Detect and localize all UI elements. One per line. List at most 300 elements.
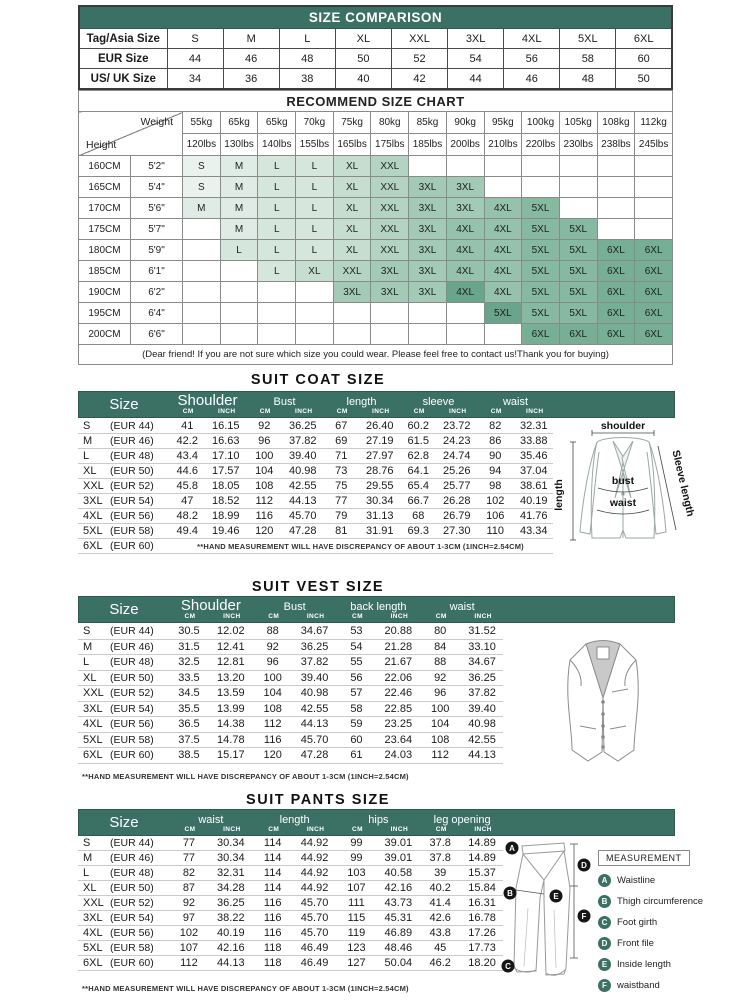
size-value: 5XL: [560, 29, 616, 49]
measure-value: 26.40: [365, 420, 394, 432]
size-row: [78, 911, 503, 926]
measurement-legend-item: [598, 916, 718, 929]
size-value: 4XL: [504, 29, 560, 49]
column-group: [420, 597, 504, 622]
height-ft: 5'7": [131, 219, 183, 240]
size-value: 34: [167, 69, 223, 90]
unit-label: CM: [184, 826, 196, 833]
size-letter: 5XL: [83, 525, 103, 537]
measure-value: 58: [350, 702, 363, 715]
size-row: [78, 624, 503, 640]
measure-value: 43.34: [519, 525, 548, 537]
size-eur: (EUR 54): [110, 912, 154, 924]
measure-value: 45.70: [300, 897, 329, 909]
weight-lbs: 220lbs: [522, 134, 560, 156]
unit-label: CM: [182, 408, 194, 415]
measure-value: 44.92: [300, 867, 329, 879]
measure-value: 14.38: [217, 718, 245, 731]
measure-value: 127: [347, 957, 366, 969]
measure-value: 37.04: [519, 465, 548, 477]
size-eur: (EUR 48): [110, 450, 154, 462]
unit-subheader: [420, 826, 504, 835]
matrix-cell: [559, 156, 597, 177]
size-cell: [78, 656, 168, 668]
weight-lbs: 130lbs: [220, 134, 258, 156]
unit-label: INCH: [474, 826, 492, 833]
weight-lbs: 185lbs: [409, 134, 447, 156]
size-cell: [78, 957, 168, 969]
measure-value: 41.4: [429, 897, 451, 909]
measure-value: 120: [263, 749, 282, 762]
measure-value: 35.46: [519, 450, 548, 462]
size-value: 48: [560, 69, 616, 90]
measure-value: 36.25: [300, 640, 329, 653]
size-cell: [78, 912, 168, 924]
legend-label: Foot girth: [617, 917, 658, 928]
measure-value: 44.13: [217, 957, 245, 969]
coat-bust-label: bust: [611, 475, 635, 487]
measure-value: 37.82: [468, 687, 496, 700]
measure-value: 39.40: [288, 450, 317, 462]
unit-label: INCH: [390, 826, 409, 833]
measure-value: 88: [266, 625, 279, 638]
measure-value: 42.55: [288, 480, 317, 492]
measure-value: 23.25: [384, 718, 413, 731]
height-cm: 170CM: [79, 198, 131, 219]
weight-height-corner: [79, 112, 183, 156]
measure-value: 26.28: [442, 495, 471, 507]
matrix-cell: 4XL: [446, 240, 484, 261]
measure-value: 96: [258, 435, 271, 447]
matrix-cell: L: [296, 177, 334, 198]
size-eur: (EUR 52): [110, 897, 154, 909]
measure-value: 82: [182, 867, 196, 879]
corner-height-label: Height: [86, 139, 117, 151]
group-label: waist: [449, 601, 475, 613]
matrix-cell: [409, 156, 447, 177]
matrix-cell: 3XL: [409, 198, 447, 219]
measure-value: 43.8: [429, 927, 451, 939]
matrix-cell: L: [296, 156, 334, 177]
measure-value: 45.31: [384, 912, 413, 924]
height-row: [79, 177, 673, 198]
size-row: [78, 717, 503, 733]
measure-value: 48.2: [176, 510, 198, 522]
size-eur: (EUR 54): [110, 495, 154, 507]
measure-value: 118: [263, 957, 282, 969]
size-value: 58: [560, 49, 616, 69]
measure-value: 42.2: [176, 435, 198, 447]
size-value: 38: [279, 69, 335, 90]
measure-value: 114: [263, 867, 282, 879]
size-comparison-grid: [78, 5, 673, 90]
size-eur: (EUR 46): [110, 852, 154, 864]
measure-value: 61.5: [407, 435, 429, 447]
unit-subheader: [477, 408, 554, 417]
measure-value: 12.81: [217, 656, 245, 669]
size-eur: (EUR 52): [110, 480, 154, 492]
height-ft: 5'6": [131, 198, 183, 219]
size-letter: S: [83, 420, 91, 432]
measure-value: 18.52: [211, 495, 240, 507]
pants-size-header: Size: [109, 814, 139, 831]
measure-value: 116: [263, 733, 282, 746]
unit-label: CM: [268, 826, 280, 833]
measure-value: 12.02: [217, 625, 245, 638]
vest-measure-note: **HAND MEASUREMENT WILL HAVE DISCREPANCY OF ABOUT 1-3CM (1INCH=2.54CM): [82, 772, 409, 781]
measure-value: 38.22: [217, 912, 245, 924]
size-eur: (EUR 60): [110, 957, 154, 969]
measure-value: 21.28: [384, 640, 413, 653]
measure-value: 36.25: [468, 671, 496, 684]
weight-kg: 100kg: [522, 112, 560, 134]
size-cell: [78, 852, 168, 864]
matrix-cell: [220, 303, 258, 324]
matrix-cell: 6XL: [559, 324, 597, 345]
size-eur: (EUR 60): [110, 749, 154, 762]
size-value: S: [167, 29, 223, 49]
measure-value: 61: [350, 749, 363, 762]
vest-table-rows: [78, 624, 503, 764]
matrix-cell: [371, 303, 409, 324]
group-label: back length: [350, 601, 407, 613]
measure-value: 115: [347, 912, 366, 924]
size-eur: (EUR 44): [110, 420, 154, 432]
unit-subheader: [400, 408, 477, 417]
pants-table-rows: [78, 836, 503, 971]
size-cell: [78, 703, 168, 715]
size-cell: [78, 495, 168, 507]
matrix-cell: [635, 219, 673, 240]
legend-badge: B: [598, 895, 611, 908]
matrix-cell: [597, 177, 635, 198]
column-group: [169, 810, 253, 835]
unit-label: CM: [259, 408, 271, 415]
measure-value: 36.25: [288, 420, 317, 432]
matrix-cell: 3XL: [409, 219, 447, 240]
measure-value: 119: [347, 927, 366, 939]
group-label: Bust: [273, 396, 296, 408]
size-eur: (EUR 50): [110, 882, 154, 894]
measure-value: 55: [350, 656, 363, 669]
height-ft: 5'4": [131, 177, 183, 198]
matrix-cell: XXL: [371, 198, 409, 219]
measure-value: 33.10: [468, 640, 496, 653]
size-comparison-row: [79, 29, 672, 49]
measure-value: 46.89: [384, 927, 413, 939]
measure-value: 40.98: [300, 687, 329, 700]
measure-value: 114: [263, 852, 282, 864]
measure-value: 99: [350, 837, 363, 849]
measure-value: 28.76: [365, 465, 394, 477]
group-label: length: [279, 814, 310, 826]
matrix-cell: 4XL: [484, 261, 522, 282]
matrix-cell: [635, 198, 673, 219]
size-row: [78, 434, 553, 449]
matrix-cell: [220, 261, 258, 282]
legend-label: Front file: [617, 938, 654, 949]
matrix-cell: [258, 303, 296, 324]
size-row: [78, 851, 503, 866]
matrix-cell: XL: [333, 198, 371, 219]
size-letter: XXL: [83, 897, 104, 909]
measure-value: 110: [486, 525, 505, 537]
matrix-cell: [484, 177, 522, 198]
measure-note-inline: **HAND MEASUREMENT WILL HAVE DISCREPANCY OF ABOUT 1-3CM (1INCH=2.54CM): [197, 541, 524, 551]
size-eur: (EUR 52): [110, 687, 154, 700]
weight-lbs: 230lbs: [559, 134, 597, 156]
measurement-legend: [598, 848, 718, 992]
matrix-cell: 6XL: [597, 261, 635, 282]
measure-value: 18.20: [468, 957, 496, 969]
measure-value: 75: [335, 480, 348, 492]
height-cm: 180CM: [79, 240, 131, 261]
size-letter: XL: [83, 465, 97, 477]
weight-lbs: 140lbs: [258, 134, 296, 156]
measure-value: 40.2: [429, 882, 451, 894]
measure-value: 17.10: [211, 450, 240, 462]
contact-note: (Dear friend! If you are not sure which size you could wear. Please feel free to contact us!Thank you for buying): [79, 345, 673, 365]
measure-value: 37.82: [300, 656, 329, 669]
measure-value: 37.5: [178, 733, 200, 746]
measure-value: 22.06: [384, 671, 413, 684]
size-value: 46: [504, 69, 560, 90]
measure-value: 15.37: [468, 867, 496, 879]
matrix-cell: M: [220, 198, 258, 219]
matrix-cell: [635, 156, 673, 177]
matrix-cell: 3XL: [446, 177, 484, 198]
unit-label: CM: [413, 408, 425, 415]
matrix-cell: XXL: [371, 177, 409, 198]
size-eur: (EUR 46): [110, 640, 154, 653]
matrix-cell: XL: [333, 219, 371, 240]
size-letter: L: [83, 867, 90, 879]
measure-value: 42.16: [384, 882, 413, 894]
matrix-cell: [183, 261, 221, 282]
matrix-cell: XXL: [371, 219, 409, 240]
height-cm: 190CM: [79, 282, 131, 303]
size-cell: [78, 420, 168, 432]
measure-value: 66.7: [407, 495, 429, 507]
size-eur: (EUR 58): [110, 942, 154, 954]
size-cell: [78, 510, 168, 522]
measure-value: 77: [335, 495, 348, 507]
size-letter: 6XL: [83, 957, 103, 969]
unit-label: INCH: [390, 613, 409, 620]
size-value: 3XL: [448, 29, 504, 49]
measure-value: 24.74: [442, 450, 471, 462]
legend-badge: A: [598, 874, 611, 887]
matrix-cell: 4XL: [484, 240, 522, 261]
unit-label: CM: [184, 613, 196, 620]
size-letter: M: [83, 435, 93, 447]
matrix-cell: 5XL: [559, 219, 597, 240]
measure-value: 16.31: [468, 897, 496, 909]
measure-value: 45.70: [300, 927, 329, 939]
matrix-cell: [597, 219, 635, 240]
group-label: waist: [502, 396, 529, 408]
measure-value: 18.05: [211, 480, 240, 492]
matrix-cell: 6XL: [635, 303, 673, 324]
measure-value: 13.59: [217, 687, 245, 700]
vest-section-title: SUIT VEST SIZE: [251, 579, 385, 595]
measure-value: 106: [486, 510, 505, 522]
height-cm: 195CM: [79, 303, 131, 324]
matrix-cell: L: [258, 198, 296, 219]
size-letter: XXL: [83, 687, 104, 700]
coat-length-label: length: [553, 479, 565, 511]
size-row: [78, 896, 503, 911]
pants-diagram: [500, 838, 602, 990]
unit-label: CM: [268, 613, 280, 620]
matrix-cell: XXL: [371, 240, 409, 261]
size-cell: [78, 718, 168, 730]
measure-value: 90: [489, 450, 502, 462]
unit-subheader: [337, 826, 421, 835]
marker-f: F: [581, 912, 587, 921]
measure-value: 108: [255, 480, 274, 492]
size-cell: [78, 897, 168, 909]
height-row: [79, 282, 673, 303]
measure-value: 44.92: [300, 852, 329, 864]
height-ft: 6'2": [131, 282, 183, 303]
size-row: [78, 671, 503, 687]
measure-value: 12.41: [217, 640, 245, 653]
height-cm: 160CM: [79, 156, 131, 177]
measure-value: 47.28: [300, 749, 329, 762]
group-label: waist: [198, 814, 224, 826]
size-row: [78, 866, 503, 881]
measure-value: 79: [335, 510, 348, 522]
measure-value: 77: [182, 852, 196, 864]
height-row: [79, 261, 673, 282]
matrix-cell: M: [220, 177, 258, 198]
weight-kg: 95kg: [484, 112, 522, 134]
column-group: [400, 392, 477, 417]
matrix-cell: 4XL: [484, 219, 522, 240]
measure-value: 38.5: [178, 749, 200, 762]
size-row: [78, 748, 503, 764]
matrix-cell: 5XL: [559, 261, 597, 282]
measure-value: 81: [335, 525, 348, 537]
measure-value: 40.19: [519, 495, 548, 507]
size-cell: [78, 837, 168, 849]
height-row: [79, 240, 673, 261]
size-value: 48: [279, 49, 335, 69]
measure-value: 103: [347, 867, 366, 879]
unit-label: CM: [336, 408, 348, 415]
height-ft: 5'2": [131, 156, 183, 177]
size-letter: 3XL: [83, 702, 103, 715]
group-label: sleeve: [422, 396, 455, 408]
measure-value: 104: [263, 687, 282, 700]
measure-value: 20.88: [384, 625, 413, 638]
matrix-cell: 5XL: [484, 303, 522, 324]
matrix-cell: [183, 303, 221, 324]
measure-value: 25.26: [442, 465, 471, 477]
matrix-cell: 6XL: [597, 303, 635, 324]
size-cell: [78, 734, 168, 746]
size-cell: [78, 435, 168, 447]
size-value: 44: [448, 69, 504, 90]
matrix-cell: [183, 240, 221, 261]
size-value: 54: [448, 49, 504, 69]
matrix-cell: 5XL: [559, 303, 597, 324]
measure-value: 37.8: [429, 837, 451, 849]
measure-value: 45.70: [288, 510, 317, 522]
column-group: [420, 810, 504, 835]
size-row: [78, 702, 503, 718]
matrix-cell: 3XL: [333, 282, 371, 303]
size-letter: M: [83, 640, 93, 653]
measure-value: 33.88: [519, 435, 548, 447]
matrix-cell: XL: [333, 177, 371, 198]
size-eur: (EUR 60): [110, 540, 154, 552]
size-row: [78, 686, 503, 702]
measure-value: 43.4: [176, 450, 198, 462]
weight-lbs: 200lbs: [446, 134, 484, 156]
measure-value: 14.89: [468, 837, 496, 849]
measure-value: 92: [182, 897, 196, 909]
column-group: [337, 597, 421, 622]
unit-subheader: [169, 826, 253, 835]
size-row: [78, 524, 553, 539]
measure-value: 40.19: [217, 927, 245, 939]
height-cm: 165CM: [79, 177, 131, 198]
size-row: [78, 733, 503, 749]
measure-value: 31.13: [365, 510, 394, 522]
matrix-cell: 3XL: [371, 282, 409, 303]
coat-sleeve-label: Sleeve length: [669, 448, 697, 518]
measure-value: 27.19: [365, 435, 394, 447]
size-row: [78, 640, 503, 656]
unit-label: CM: [351, 826, 363, 833]
size-letter: 3XL: [83, 495, 103, 507]
measure-value: 96: [434, 687, 447, 700]
weight-lbs: 165lbs: [333, 134, 371, 156]
measure-value: 30.34: [365, 495, 394, 507]
unit-label: INCH: [306, 826, 325, 833]
size-cell: [78, 942, 168, 954]
size-eur: (EUR 58): [110, 733, 154, 746]
unit-label: CM: [351, 613, 363, 620]
size-row: [78, 941, 503, 956]
unit-subheader: [246, 408, 323, 417]
unit-label: INCH: [223, 613, 241, 620]
size-row: [78, 956, 503, 971]
size-cell: [78, 672, 168, 684]
unit-subheader: [253, 826, 337, 835]
size-cell: [78, 641, 168, 653]
matrix-cell: 3XL: [409, 240, 447, 261]
measure-value: 88: [434, 656, 447, 669]
measure-value: 21.67: [384, 656, 413, 669]
height-row: [79, 324, 673, 345]
size-cell: [78, 927, 168, 939]
size-value: 44: [167, 49, 223, 69]
column-group: [246, 392, 323, 417]
size-cell: [78, 450, 168, 462]
matrix-cell: [296, 303, 334, 324]
matrix-cell: L: [220, 240, 258, 261]
size-row: [78, 836, 503, 851]
size-eur: (EUR 48): [110, 656, 154, 669]
measure-value: 40.58: [384, 867, 413, 879]
vest-table-header: [78, 596, 675, 623]
matrix-cell: 5XL: [522, 282, 560, 303]
coat-section-title: SUIT COAT SIZE: [250, 372, 386, 388]
matrix-cell: 4XL: [484, 198, 522, 219]
